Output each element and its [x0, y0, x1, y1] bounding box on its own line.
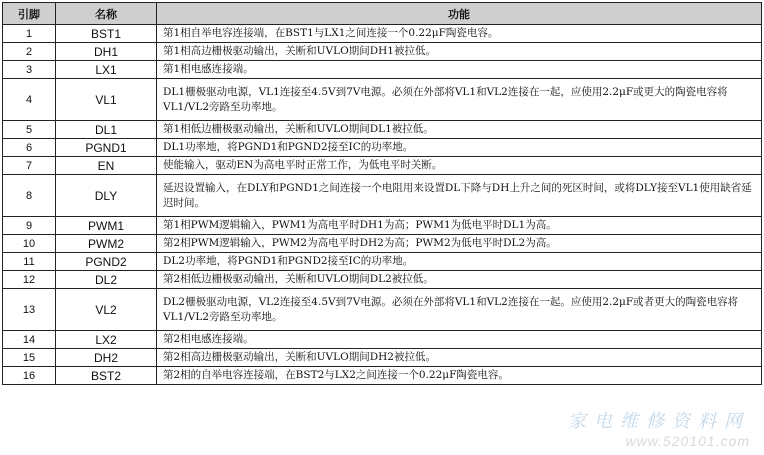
table-row	[3, 43, 762, 61]
pin-function-cell: DL1功率地，将PGND1和PGND2接至IC的功率地。	[157, 139, 762, 157]
watermark	[568, 407, 750, 449]
header-row	[3, 3, 762, 25]
pin-name-cell: LX1	[56, 61, 157, 79]
table-row	[3, 349, 762, 367]
table-row	[3, 139, 762, 157]
table-row	[3, 25, 762, 43]
pin-number-cell: 14	[3, 331, 56, 349]
pin-function-cell: 第1相高边栅极驱动输出，关断和UVLO期间DH1被拉低。	[157, 43, 762, 61]
pin-number-cell: 6	[3, 139, 56, 157]
pin-function-cell: DL2栅极驱动电源，VL2连接至4.5V到7V电源。必须在外部将VL1和VL2连接在一起。应使用2.2μF或者更大的陶瓷电容将VL1/VL2旁路至功率地。	[157, 289, 762, 331]
pin-function-cell: 第2相的自举电容连接端，在BST2与LX2之间连接一个0.22μF陶瓷电容。	[157, 367, 762, 385]
table-row	[3, 157, 762, 175]
pin-name-cell: DH1	[56, 43, 157, 61]
pin-number-cell: 11	[3, 253, 56, 271]
pin-number-cell: 12	[3, 271, 56, 289]
pin-name-cell: DL1	[56, 121, 157, 139]
pin-number-cell: 9	[3, 217, 56, 235]
pin-number-cell: 7	[3, 157, 56, 175]
header-name: 名称	[56, 3, 157, 25]
pin-name-cell: PGND2	[56, 253, 157, 271]
pin-name-cell: PWM1	[56, 217, 157, 235]
table-row	[3, 253, 762, 271]
pin-function-cell: 第1相PWM逻辑输入，PWM1为高电平时DH1为高；PWM1为低电平时DL1为高。	[157, 217, 762, 235]
pin-function-cell: DL2功率地，将PGND1和PGND2接至IC的功率地。	[157, 253, 762, 271]
pin-function-cell: DL1栅极驱动电源，VL1连接至4.5V到7V电源。必须在外部将VL1和VL2连接在一起，应使用2.2μF或更大的陶瓷电容将VL1/VL2旁路至功率地。	[157, 79, 762, 121]
watermark-url: www.520101.com	[625, 433, 750, 449]
table-row	[3, 79, 762, 121]
table-row	[3, 235, 762, 253]
pin-name-cell: PWM2	[56, 235, 157, 253]
pin-name-cell: DL2	[56, 271, 157, 289]
pin-function-cell: 延迟设置输入，在DLY和PGND1之间连接一个电阻用来设置DL下降与DH上升之间的死区时间，或将DLY接至VL1使用缺省延迟时间。	[157, 175, 762, 217]
pin-function-table	[2, 2, 762, 385]
table-row	[3, 367, 762, 385]
pin-name-cell: DLY	[56, 175, 157, 217]
pin-number-cell: 13	[3, 289, 56, 331]
pin-number-cell: 5	[3, 121, 56, 139]
pin-name-cell: VL1	[56, 79, 157, 121]
pin-number-cell: 3	[3, 61, 56, 79]
pin-function-cell: 第2相高边栅极驱动输出，关断和UVLO期间DH2被拉低。	[157, 349, 762, 367]
pin-function-cell: 第2相PWM逻辑输入，PWM2为高电平时DH2为高；PWM2为低电平时DL2为高。	[157, 235, 762, 253]
pin-function-cell: 第2相电感连接端。	[157, 331, 762, 349]
table-header	[3, 3, 762, 25]
table-row	[3, 175, 762, 217]
table-row	[3, 331, 762, 349]
pin-name-cell: BST1	[56, 25, 157, 43]
pin-name-cell: VL2	[56, 289, 157, 331]
table-row	[3, 271, 762, 289]
pin-function-cell: 使能输入，驱动EN为高电平时正常工作，为低电平时关断。	[157, 157, 762, 175]
watermark-site-name: 家电维修资料网	[568, 411, 750, 432]
table-row	[3, 121, 762, 139]
pin-number-cell: 10	[3, 235, 56, 253]
pin-number-cell: 8	[3, 175, 56, 217]
pin-number-cell: 4	[3, 79, 56, 121]
table-row	[3, 61, 762, 79]
table-row	[3, 289, 762, 331]
pin-number-cell: 16	[3, 367, 56, 385]
pin-name-cell: EN	[56, 157, 157, 175]
pin-function-cell: 第1相低边栅极驱动输出，关断和UVLO期间DL1被拉低。	[157, 121, 762, 139]
header-pin: 引脚	[3, 3, 56, 25]
pin-function-cell: 第2相低边栅极驱动输出，关断和UVLO期间DL2被拉低。	[157, 271, 762, 289]
pin-function-cell: 第1相电感连接端。	[157, 61, 762, 79]
table-row	[3, 217, 762, 235]
pin-function-cell: 第1相自举电容连接端，在BST1与LX1之间连接一个0.22μF陶瓷电容。	[157, 25, 762, 43]
pin-name-cell: PGND1	[56, 139, 157, 157]
pin-name-cell: LX2	[56, 331, 157, 349]
pin-number-cell: 1	[3, 25, 56, 43]
pin-number-cell: 2	[3, 43, 56, 61]
pin-name-cell: BST2	[56, 367, 157, 385]
table-body	[3, 25, 762, 385]
pin-name-cell: DH2	[56, 349, 157, 367]
header-function: 功能	[157, 3, 762, 25]
pin-number-cell: 15	[3, 349, 56, 367]
